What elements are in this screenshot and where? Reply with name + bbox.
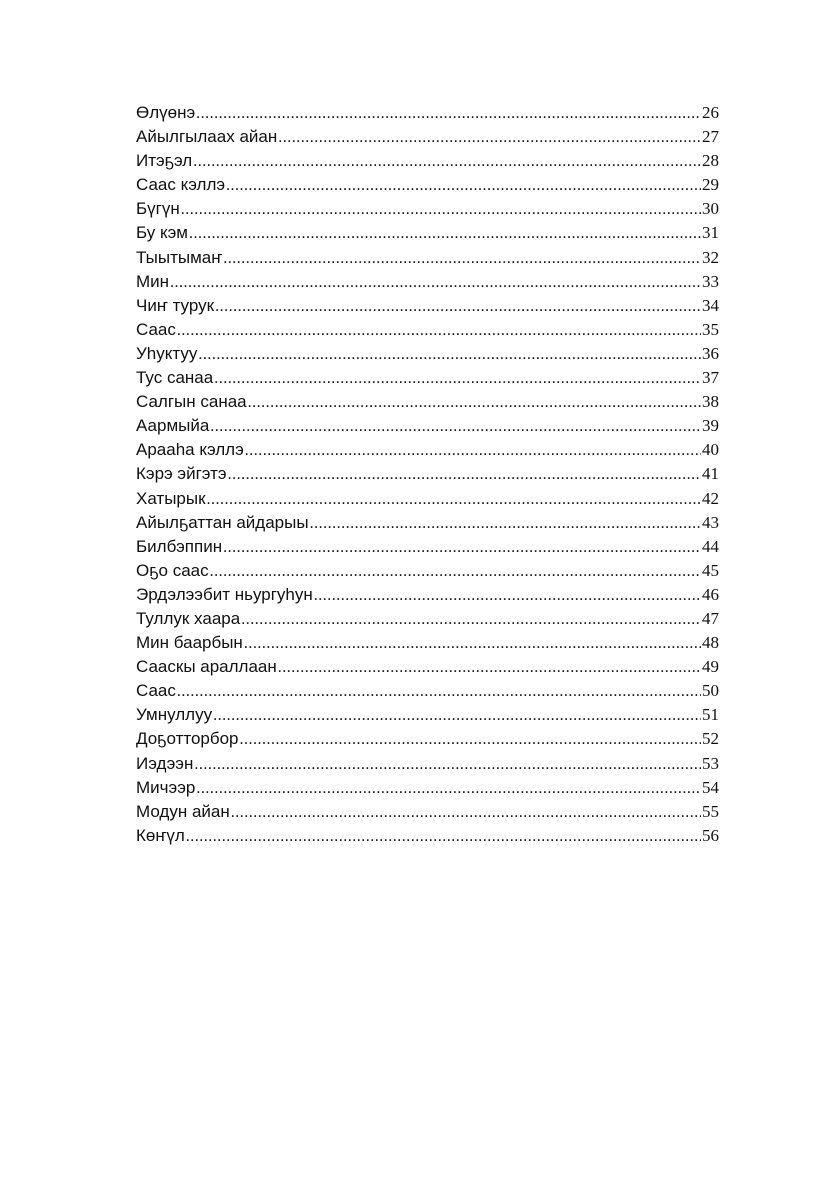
toc-entry-page-number: 33 <box>702 271 719 291</box>
toc-entry-title: Аармыйа <box>136 416 210 436</box>
toc-entry-page-number: 55 <box>702 801 719 821</box>
toc-entry-title: Чиҥ турук <box>136 295 215 315</box>
toc-dot-leader <box>241 611 701 629</box>
toc-entry-page-number: 37 <box>702 368 719 388</box>
toc-entry-page-number: 35 <box>702 319 719 339</box>
toc-entry-page-number: 56 <box>702 825 719 845</box>
toc-entry <box>136 681 719 705</box>
toc-entry-title: Тыытымаҥ <box>136 247 223 267</box>
toc-dot-leader <box>231 804 701 822</box>
toc-dot-leader <box>215 298 701 316</box>
toc-entry-title: Бүгүн <box>136 199 180 219</box>
toc-entry-title: Өлүөнэ <box>136 103 196 122</box>
toc-entry-page-number: 30 <box>702 199 719 219</box>
toc-dot-leader <box>214 370 701 388</box>
toc-entry-page-number: 52 <box>702 729 719 749</box>
toc-entry-page-number: 40 <box>702 440 719 460</box>
toc-dot-leader <box>177 322 701 340</box>
toc-entry-title: Тус санаа <box>136 368 214 388</box>
toc-entry <box>136 272 719 296</box>
toc-entry-title: Оҕо саас <box>136 560 209 580</box>
toc-entry <box>136 416 719 440</box>
table-of-contents <box>136 103 719 850</box>
toc-entry-page-number: 45 <box>702 560 719 580</box>
toc-entry <box>136 705 719 729</box>
toc-entry-title: Мин баарбын <box>136 633 243 653</box>
toc-entry <box>136 633 719 657</box>
toc-entry-page-number: 31 <box>702 223 719 243</box>
toc-dot-leader <box>314 587 701 605</box>
toc-entry <box>136 754 719 778</box>
toc-dot-leader <box>189 225 701 243</box>
toc-dot-leader <box>186 828 701 846</box>
toc-dot-leader <box>210 563 701 581</box>
toc-entry <box>136 657 719 681</box>
toc-entry-page-number: 38 <box>702 392 719 412</box>
toc-dot-leader <box>244 635 701 653</box>
toc-entry <box>136 127 719 151</box>
toc-entry <box>136 175 719 199</box>
toc-entry-page-number: 39 <box>702 416 719 436</box>
toc-entry-title: Туллук хаара <box>136 608 241 628</box>
toc-dot-leader <box>310 515 701 533</box>
toc-entry-title: Мин <box>136 271 170 291</box>
toc-entry <box>136 513 719 537</box>
toc-dot-leader <box>177 683 701 701</box>
toc-entry-page-number: 46 <box>702 584 719 604</box>
toc-entry <box>136 464 719 488</box>
toc-entry-page-number: 43 <box>702 512 719 532</box>
toc-entry-title: Умнуллуу <box>136 705 213 725</box>
toc-entry <box>136 151 719 175</box>
toc-entry-page-number: 36 <box>702 343 719 363</box>
toc-entry-page-number: 53 <box>702 753 719 773</box>
toc-entry-page-number: 51 <box>702 705 719 725</box>
toc-dot-leader <box>223 539 701 557</box>
toc-entry-title: Доҕотторбор <box>136 729 239 749</box>
toc-entry-title: Салгын санаа <box>136 392 247 412</box>
toc-entry <box>136 489 719 513</box>
toc-dot-leader <box>193 153 701 171</box>
toc-entry <box>136 537 719 561</box>
toc-entry-page-number: 32 <box>702 247 719 267</box>
toc-dot-leader <box>198 346 701 364</box>
toc-entry-page-number: 47 <box>702 608 719 628</box>
toc-entry-page-number: 41 <box>702 464 719 484</box>
toc-entry <box>136 368 719 392</box>
toc-entry-title: Мичээр <box>136 777 196 797</box>
toc-dot-leader <box>170 274 701 292</box>
toc-entry <box>136 826 719 850</box>
toc-entry <box>136 609 719 633</box>
toc-entry-title: Модун айан <box>136 801 230 821</box>
toc-entry-page-number: 50 <box>702 681 719 701</box>
toc-entry <box>136 248 719 272</box>
toc-entry <box>136 296 719 320</box>
toc-entry <box>136 392 719 416</box>
toc-entry <box>136 223 719 247</box>
toc-entry <box>136 440 719 464</box>
toc-dot-leader <box>213 707 701 725</box>
toc-entry-title: Иэдээн <box>136 753 194 773</box>
toc-entry <box>136 778 719 802</box>
toc-entry-page-number: 42 <box>702 488 719 508</box>
toc-dot-leader <box>248 394 701 412</box>
toc-entry-page-number: 29 <box>702 175 719 195</box>
toc-dot-leader <box>181 201 701 219</box>
toc-entry-title: Айылгылаах айан <box>136 127 278 147</box>
toc-dot-leader <box>278 129 701 147</box>
toc-entry-page-number: 27 <box>702 127 719 147</box>
toc-entry-title: Итэҕэл <box>136 151 193 171</box>
toc-entry-title: Кэрэ эйгэтэ <box>136 464 227 484</box>
toc-dot-leader <box>240 731 701 749</box>
toc-entry-page-number: 26 <box>702 103 719 122</box>
toc-entry-title: Хатырык <box>136 488 206 508</box>
toc-entry <box>136 103 719 127</box>
toc-entry-title: Саас <box>136 319 176 339</box>
toc-entry <box>136 802 719 826</box>
toc-entry-title: Билбэппин <box>136 536 223 556</box>
toc-dot-leader <box>196 780 701 798</box>
toc-entry-title: Арааһа кэллэ <box>136 440 244 460</box>
toc-dot-leader <box>210 418 701 436</box>
toc-entry-title: Сааскы араллаан <box>136 657 277 677</box>
toc-entry <box>136 320 719 344</box>
toc-dot-leader <box>228 466 701 484</box>
toc-entry <box>136 199 719 223</box>
toc-dot-leader <box>194 756 701 774</box>
toc-dot-leader <box>245 442 701 460</box>
toc-entry-title: Көҥүл <box>136 825 185 845</box>
toc-dot-leader <box>196 105 701 123</box>
toc-dot-leader <box>278 659 701 677</box>
toc-entry <box>136 729 719 753</box>
toc-entry-title: Эрдэлээбит ньургуһун <box>136 584 313 604</box>
toc-entry <box>136 561 719 585</box>
toc-entry-page-number: 44 <box>702 536 719 556</box>
toc-entry-page-number: 28 <box>702 151 719 171</box>
toc-entry-title: Уһуктуу <box>136 343 198 363</box>
toc-entry-page-number: 49 <box>702 657 719 677</box>
toc-dot-leader <box>207 491 701 509</box>
toc-entry-page-number: 54 <box>702 777 719 797</box>
toc-entry-title: Бу кэм <box>136 223 188 243</box>
toc-entry-title: Айылҕаттан айдарыы <box>136 512 309 532</box>
toc-entry <box>136 585 719 609</box>
toc-dot-leader <box>226 177 701 195</box>
toc-entry-page-number: 34 <box>702 295 719 315</box>
toc-entry-title: Саас <box>136 681 176 701</box>
toc-dot-leader <box>223 250 701 268</box>
toc-entry-page-number: 48 <box>702 633 719 653</box>
toc-entry-title: Саас кэллэ <box>136 175 226 195</box>
toc-entry <box>136 344 719 368</box>
